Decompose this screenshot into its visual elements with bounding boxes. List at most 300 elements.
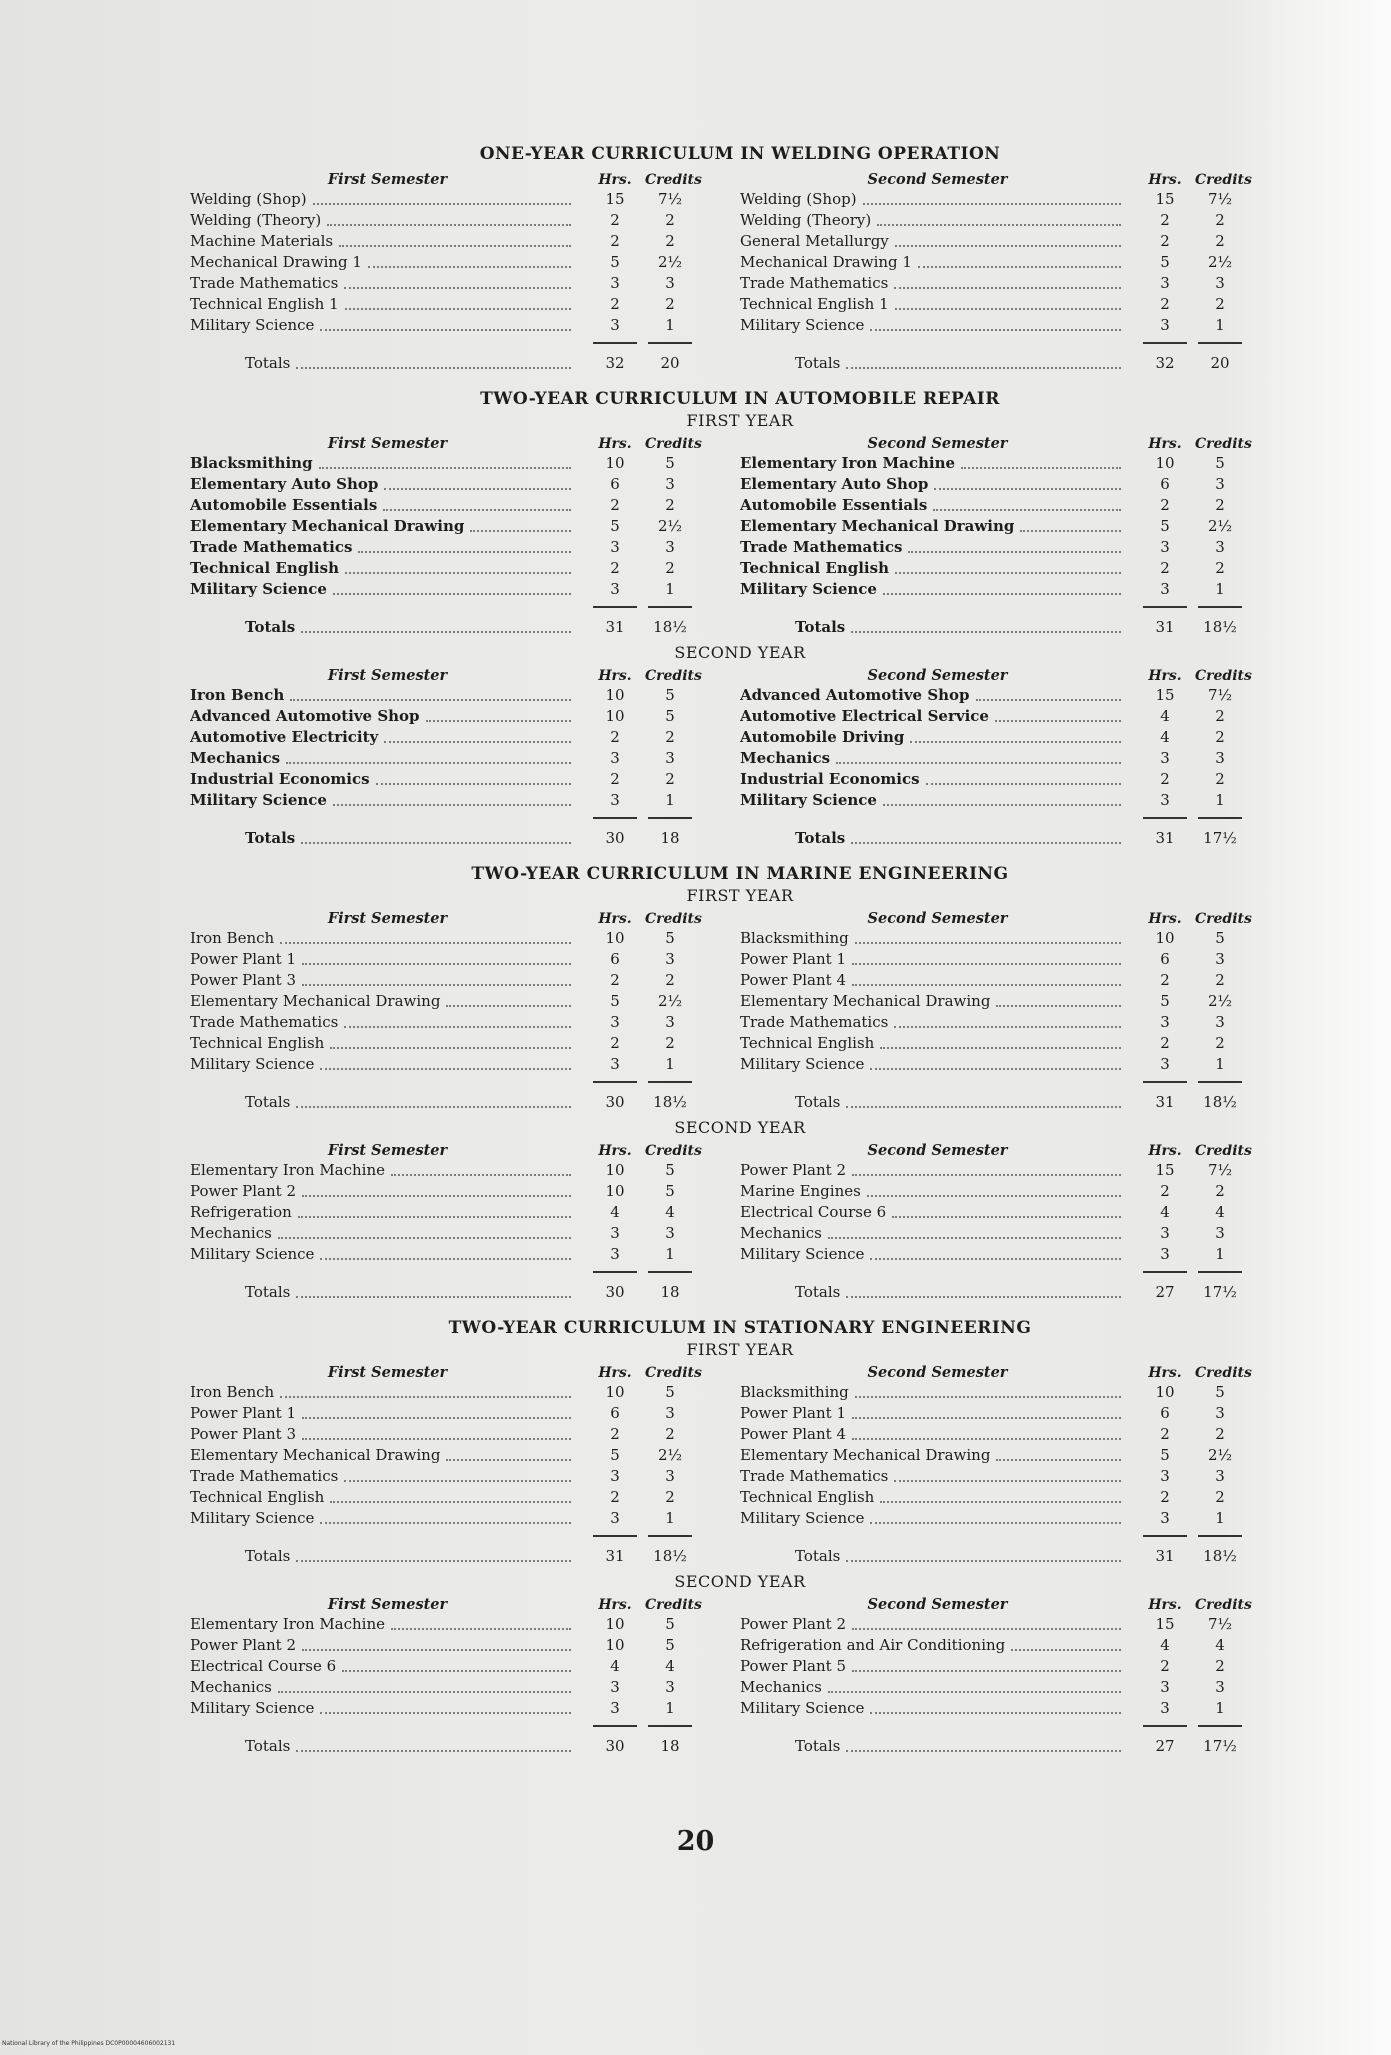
course-name: Power Plant 3 [190,970,297,989]
dot-leader [320,1711,571,1714]
course-hours: 3 [610,1677,620,1696]
course-hours: 3 [610,790,620,809]
course-row [190,789,740,810]
course-credits: 3 [1215,273,1225,292]
dot-leader [933,508,1121,511]
course-name: Elementary Iron Machine [190,1614,386,1633]
course-name-cell [740,559,1135,577]
rule-line [1198,1535,1242,1537]
course-credits: 2½ [1207,1445,1233,1464]
course-row [190,452,740,473]
course-row [190,251,740,272]
semester-label: First Semester [327,1364,448,1381]
course-name-cell [190,580,585,598]
course-row [190,1381,740,1402]
credits-header: Credits [645,1143,702,1159]
course-row [740,314,1290,335]
course-hours: 10 [605,1382,625,1401]
course-name-cell [740,929,1135,947]
course-row [190,473,740,494]
semester-label: Second Semester [867,910,1008,927]
semester-label: First Semester [327,1142,448,1159]
credits-rule [1195,597,1245,615]
year-title: SECOND YEAR [674,1572,806,1591]
hrs-header: Hrs. [1148,911,1182,927]
course-name: Automobile Essentials [740,495,928,514]
course-row [740,1402,1290,1423]
rule-line [593,1725,637,1727]
course-row [190,705,740,726]
course-hours: 5 [1160,1445,1170,1464]
course-hours: 2 [1160,495,1170,514]
course-row [740,969,1290,990]
course-credits: 1 [1215,579,1225,598]
semester-header [190,905,740,927]
section-title: TWO-YEAR CURRICULUM IN MARINE ENGINEERING [471,864,1009,884]
course-row [740,1655,1290,1676]
totals-rule [740,1528,1290,1542]
dot-leader [846,1105,1121,1108]
dot-leader [301,630,571,633]
course-hours: 3 [610,1223,620,1242]
course-name-cell [740,253,1135,271]
totals-row [190,1732,740,1760]
course-credits: 2 [1215,558,1225,577]
course-name-cell [740,1615,1135,1633]
course-credits: 2½ [1207,516,1233,535]
totals-row [190,1088,740,1116]
first-semester-table [190,662,740,852]
first-semester-table [190,166,740,377]
hrs-rule [585,1072,645,1090]
course-name: Military Science [740,790,877,809]
semester-header [190,166,740,188]
totals-row [740,1088,1290,1116]
course-name-cell [740,1657,1135,1675]
dot-leader [894,286,1121,289]
course-name: Military Science [190,1508,315,1527]
credits-header: Credits [645,1365,702,1381]
rule-line [1198,342,1242,344]
credits-rule [1195,1526,1245,1544]
course-row [740,768,1290,789]
course-row [740,726,1290,747]
course-name-cell [190,1615,585,1633]
course-row [190,557,740,578]
second-semester-table [740,1359,1290,1570]
semester-header [740,1137,1290,1159]
totals-label: Totals [245,1093,291,1111]
course-name-cell [740,1182,1135,1200]
course-name-cell [190,1055,585,1073]
dot-leader [863,202,1121,205]
course-hours: 2 [1160,970,1170,989]
hrs-header: Hrs. [598,1365,632,1381]
hrs-header: Hrs. [1148,1365,1182,1381]
course-row [190,1201,740,1222]
course-hours: 4 [610,1202,620,1221]
course-name-cell [190,190,585,208]
total-credits: 17½ [1203,1737,1237,1755]
totals-row [190,349,740,377]
course-name: Technical English [190,1033,325,1052]
totals-row [190,824,740,852]
course-credits: 2 [1215,495,1225,514]
credits-header: Credits [645,172,702,188]
dot-leader [867,1194,1121,1197]
dot-leader [296,1559,571,1562]
credits-rule [645,808,695,826]
dot-leader [996,1458,1121,1461]
dot-leader [852,983,1121,986]
total-hours: 31 [605,618,625,636]
course-hours: 3 [610,579,620,598]
dot-leader [855,1395,1121,1398]
course-name-cell [190,1636,585,1654]
course-row [740,230,1290,251]
total-credits: 18½ [1203,618,1237,636]
credits-rule [645,1526,695,1544]
credits-header: Credits [645,436,702,452]
course-row [190,1032,740,1053]
total-credits: 18 [660,829,680,847]
course-hours: 3 [1160,1698,1170,1717]
rule-line [648,342,692,344]
course-hours: 10 [1155,928,1175,947]
course-credits: 2½ [657,516,683,535]
totals-label: Totals [795,1093,841,1111]
credits-header: Credits [1195,436,1252,452]
semester-pair [190,662,1290,852]
dot-leader [344,286,571,289]
course-credits: 2 [1215,1181,1225,1200]
course-row [740,251,1290,272]
course-name-cell [740,454,1135,472]
course-name: Mechanical Drawing 1 [740,252,912,271]
course-credits: 1 [1215,315,1225,334]
course-hours: 10 [605,1614,625,1633]
second-semester-table [740,662,1290,852]
dot-leader [302,1416,571,1419]
dot-leader [851,630,1121,633]
course-credits: 5 [665,706,675,725]
course-hours: 2 [1160,769,1170,788]
course-name: Automobile Essentials [190,495,378,514]
total-credits: 18½ [653,1547,687,1565]
course-name: Military Science [190,315,315,334]
course-name: Blacksmithing [190,453,313,472]
course-name: Technical English [190,558,339,577]
course-name: Machine Materials [190,231,334,250]
course-name: Trade Mathematics [740,1012,889,1031]
course-name: Technical English [740,1033,875,1052]
dot-leader [298,1215,571,1218]
course-credits: 1 [1215,1508,1225,1527]
dot-leader [855,941,1121,944]
rule-line [648,1725,692,1727]
course-credits: 3 [665,1012,675,1031]
first-semester-table [190,430,740,641]
course-name: Refrigeration and Air Conditioning [740,1635,1006,1654]
dot-leader [344,1025,571,1028]
course-hours: 3 [1160,790,1170,809]
course-credits: 1 [665,579,675,598]
course-name-cell [190,707,585,725]
total-hours: 31 [1155,829,1175,847]
course-row [190,536,740,557]
course-name-cell [740,517,1135,535]
course-name: Welding (Shop) [740,189,857,208]
totals-label-cell [740,1737,1135,1755]
course-name: Military Science [190,1244,315,1263]
dot-leader [883,803,1121,806]
course-name: Iron Bench [190,928,275,947]
hrs-header: Hrs. [598,1143,632,1159]
course-name-cell [740,538,1135,556]
totals-row [740,1732,1290,1760]
course-name-cell [740,1245,1135,1263]
course-name-cell [740,211,1135,229]
course-credits: 3 [665,1403,675,1422]
course-credits: 5 [665,1181,675,1200]
dot-leader [852,1416,1121,1419]
credits-rule [645,333,695,351]
course-row [190,1053,740,1074]
course-credits: 5 [1215,453,1225,472]
course-hours: 5 [1160,516,1170,535]
course-name-cell [190,517,585,535]
course-hours: 6 [610,1403,620,1422]
dot-leader [894,1025,1121,1028]
course-hours: 4 [1160,1202,1170,1221]
course-name-cell [190,1161,585,1179]
course-row [190,272,740,293]
totals-row [740,349,1290,377]
course-name-cell [740,791,1135,809]
course-name-cell [190,950,585,968]
course-row [190,1444,740,1465]
course-name-cell [740,316,1135,334]
dot-leader [339,244,571,247]
course-hours: 3 [1160,315,1170,334]
credits-rule [1195,1716,1245,1734]
course-row [190,494,740,515]
credits-rule [1195,333,1245,351]
dot-leader [391,1173,571,1176]
course-name: Mechanical Drawing 1 [190,252,362,271]
course-name: Military Science [740,1244,865,1263]
course-name: Military Science [740,1698,865,1717]
course-name: Elementary Mechanical Drawing [190,1445,441,1464]
course-hours: 10 [1155,1382,1175,1401]
course-hours: 10 [605,685,625,704]
course-name: Iron Bench [190,685,285,704]
course-name-cell [740,190,1135,208]
totals-label-cell [190,1737,585,1755]
course-row [740,188,1290,209]
course-credits: 7½ [1207,1160,1233,1179]
course-credits: 2 [665,210,675,229]
total-hours: 27 [1155,1283,1175,1301]
semester-label: First Semester [327,910,448,927]
course-hours: 3 [1160,1054,1170,1073]
course-name: Military Science [190,1698,315,1717]
course-row [740,927,1290,948]
course-name-cell [190,274,585,292]
totals-row [740,824,1290,852]
course-name: Power Plant 5 [740,1656,847,1675]
credits-header: Credits [1195,1597,1252,1613]
course-name-cell [190,1013,585,1031]
rule-line [1143,1271,1187,1273]
course-credits: 1 [1215,1054,1225,1073]
semester-label: First Semester [327,435,448,452]
course-hours: 3 [1160,537,1170,556]
course-name-cell [190,992,585,1010]
course-row [740,684,1290,705]
course-name: Marine Engines [740,1181,861,1200]
course-credits: 3 [665,1677,675,1696]
course-hours: 3 [1160,273,1170,292]
total-credits: 20 [1210,354,1230,372]
course-name-cell [190,1446,585,1464]
dot-leader [846,1559,1121,1562]
total-credits: 18½ [653,1093,687,1111]
curriculum-section [190,1318,1290,1760]
course-name-cell [740,1699,1135,1717]
course-hours: 6 [1160,474,1170,493]
dot-leader [870,328,1121,331]
dot-leader [828,1690,1121,1693]
course-row [740,1201,1290,1222]
course-name: Power Plant 4 [740,1424,847,1443]
course-credits: 3 [1215,1403,1225,1422]
course-name: Mechanics [190,748,281,767]
course-row [740,948,1290,969]
course-row [190,1402,740,1423]
semester-pair [190,1137,1290,1306]
year-title: FIRST YEAR [686,1340,794,1359]
rule-line [648,817,692,819]
course-hours: 10 [605,453,625,472]
course-credits: 5 [665,1635,675,1654]
course-name: Industrial Economics [740,769,920,788]
course-name: Power Plant 2 [740,1160,847,1179]
course-name: Power Plant 2 [190,1635,297,1654]
course-row [740,452,1290,473]
course-credits: 3 [1215,949,1225,968]
course-row [740,1243,1290,1264]
total-hours: 32 [605,354,625,372]
course-hours: 5 [610,252,620,271]
course-name: Trade Mathematics [190,273,339,292]
course-name: Elementary Iron Machine [740,453,956,472]
hrs-header: Hrs. [598,172,632,188]
course-credits: 4 [1215,1202,1225,1221]
course-credits: 2 [1215,294,1225,313]
credits-rule [645,1716,695,1734]
course-hours: 2 [610,727,620,746]
course-hours: 2 [610,294,620,313]
course-credits: 7½ [1207,1614,1233,1633]
course-name-cell [190,211,585,229]
course-hours: 5 [610,516,620,535]
course-name-cell [190,253,585,271]
course-name: Military Science [740,315,865,334]
course-hours: 2 [1160,1424,1170,1443]
course-credits: 1 [665,1508,675,1527]
totals-label-cell [190,354,585,372]
course-credits: 3 [1215,1677,1225,1696]
semester-pair [190,430,1290,641]
course-credits: 2 [665,727,675,746]
total-hours: 30 [605,1283,625,1301]
course-name: Elementary Mechanical Drawing [740,516,1015,535]
course-hours: 4 [1160,727,1170,746]
first-semester-table [190,1137,740,1306]
totals-label-cell [740,618,1135,636]
year-title: SECOND YEAR [674,643,806,662]
course-hours: 10 [605,1160,625,1179]
rule-line [1143,1535,1187,1537]
course-name-cell [740,770,1135,788]
course-name: Power Plant 1 [190,949,297,968]
hrs-rule [585,597,645,615]
totals-rule [190,1718,740,1732]
dot-leader [290,698,571,701]
hrs-rule [585,808,645,826]
course-credits: 3 [1215,1012,1225,1031]
course-hours: 2 [610,1424,620,1443]
year-title: FIRST YEAR [686,886,794,905]
course-hours: 4 [1160,1635,1170,1654]
semester-label: Second Semester [867,171,1008,188]
totals-label: Totals [245,829,296,847]
course-credits: 3 [665,537,675,556]
course-row [190,1243,740,1264]
course-name: General Metallurgy [740,231,889,250]
course-hours: 3 [1160,1677,1170,1696]
course-name-cell [740,950,1135,968]
course-name-cell [190,496,585,514]
course-name-cell [740,1488,1135,1506]
course-row [190,969,740,990]
totals-label-cell [190,1547,585,1565]
course-name-cell [190,1224,585,1242]
course-credits: 2½ [657,252,683,271]
course-credits: 2 [665,558,675,577]
credits-header: Credits [645,1597,702,1613]
course-name: Technical English [740,558,889,577]
course-name: Trade Mathematics [740,1466,889,1485]
course-name-cell [740,1636,1135,1654]
course-hours: 4 [1160,706,1170,725]
course-name: Trade Mathematics [740,537,903,556]
dot-leader [926,782,1121,785]
second-semester-table [740,1137,1290,1306]
hrs-header: Hrs. [1148,436,1182,452]
credits-rule [1195,1072,1245,1090]
course-name-cell [190,929,585,947]
course-row [740,1032,1290,1053]
course-credits: 7½ [1207,189,1233,208]
semester-header [190,662,740,684]
dot-leader [302,983,571,986]
dot-leader [296,1105,571,1108]
course-hours: 2 [1160,294,1170,313]
course-name: Welding (Theory) [190,210,322,229]
dot-leader [870,1257,1121,1260]
